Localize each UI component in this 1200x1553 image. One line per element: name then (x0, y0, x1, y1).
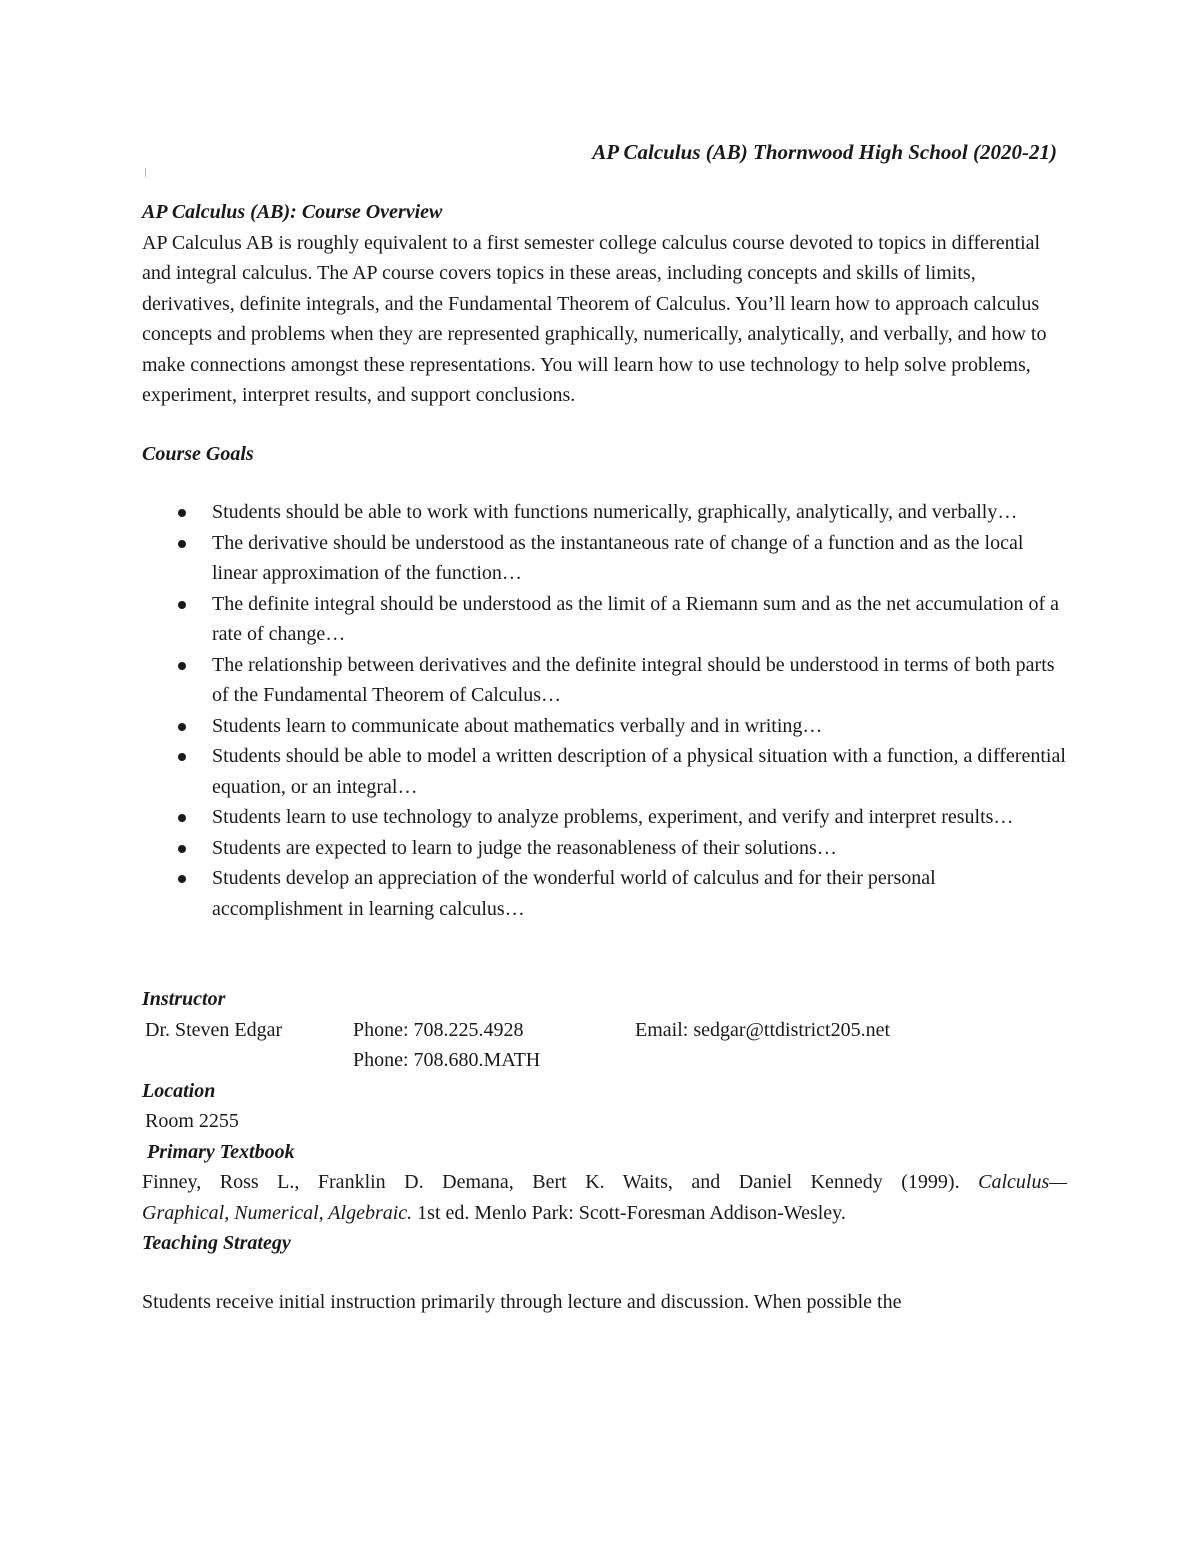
goal-text: Students should be able to work with functions numerically, graphically, analytically, and verbally… (212, 501, 1018, 523)
goal-text: Students learn to use technology to analyze problems, experiment, and verify and interpret results… (212, 806, 1014, 828)
textbook-line-2 (142, 1198, 1067, 1229)
list-item (142, 528, 1067, 589)
list-item (142, 711, 1067, 742)
bullet-icon (178, 509, 186, 517)
list-item (142, 863, 1067, 924)
document-body (142, 197, 1067, 1317)
list-item (142, 802, 1067, 833)
list-item (142, 497, 1067, 528)
textbook-line-1 (142, 1167, 1067, 1198)
running-header: AP Calculus (AB) Thornwood High School (2020-21) (592, 140, 1057, 164)
goals-heading: Course Goals (142, 442, 254, 465)
goals-list (142, 497, 1067, 924)
bullet-icon (178, 723, 186, 731)
overview-heading: AP Calculus (AB): Course Overview (142, 201, 443, 223)
goal-text: Students develop an appreciation of the wonderful world of calculus and for their personal accomplishment in learning calculus… (212, 867, 936, 920)
bullet-icon (178, 753, 186, 761)
bullet-icon (178, 875, 186, 883)
goal-text: The derivative should be understood as the instantaneous rate of change of a function and as the local linear approximation of the function… (212, 531, 1024, 584)
bullet-icon (178, 662, 186, 670)
instructor-phone-1: Phone: 708.225.4928 (353, 1018, 524, 1041)
textbook-heading: Primary Textbook (147, 1140, 295, 1163)
location-room: Room 2255 (145, 1110, 239, 1132)
instructor-name: Dr. Steven Edgar (145, 1018, 283, 1041)
location-heading: Location (142, 1079, 216, 1102)
goal-text: The relationship between derivatives and the definite integral should be understood in terms of both parts of the Fundamental Theorem of Calculus… (212, 653, 1055, 706)
goal-text: Students are expected to learn to judge the reasonableness of their solutions… (212, 836, 837, 859)
instructor-phone-2: Phone: 708.680.MATH (353, 1049, 541, 1071)
instructor-email: Email: sedgar@ttdistrict205.net (635, 1018, 891, 1041)
teaching-paragraph: Students receive initial instruction primarily through lecture and discussion. When possible the (142, 1290, 902, 1313)
margin-tick-mark (145, 168, 146, 177)
bullet-icon (178, 845, 186, 853)
textbook-publication: 1st ed. Menlo Park: Scott-Foresman Addison-Wesley. (412, 1201, 846, 1224)
list-item (142, 589, 1067, 650)
instructor-heading: Instructor (142, 988, 226, 1010)
bullet-icon (178, 814, 186, 822)
bullet-icon (178, 540, 186, 548)
list-item (142, 741, 1067, 802)
textbook-authors: Finney, Ross L., Franklin D. Demana, Bert K. Waits, and Daniel Kennedy (1999). (142, 1171, 960, 1193)
overview-paragraph: AP Calculus AB is roughly equivalent to a first semester college calculus course devoted to topics in differential and integral calculus. The AP course covers topics in these areas, including concepts and skills of limits, derivatives, definite integrals, and the Fundamental Theorem of Calculus. You’ll learn how to approach calculus concepts and problems when they are represented graphically, numerically, analytically, and verbally, and how to make connections amongst these representations. You will learn how to use technology to help solve problems, experiment, interpret results, and support conclusions. (142, 231, 1047, 406)
goal-text: Students should be able to model a written description of a physical situation with a function, a differential equation, or an integral… (212, 745, 1066, 798)
list-item (142, 833, 1067, 864)
goal-text: The definite integral should be understood as the limit of a Riemann sum and as the net accumulation of a rate of change… (212, 592, 1059, 645)
textbook-citation (142, 1167, 1067, 1228)
instructor-info (145, 1015, 1067, 1076)
textbook-title-part-1: Calculus— (978, 1171, 1068, 1193)
textbook-title-part-2: Graphical, Numerical, Algebraic. (142, 1201, 413, 1224)
teaching-heading: Teaching Strategy (142, 1232, 291, 1254)
goal-text: Students learn to communicate about mathematics verbally and in writing… (212, 714, 823, 737)
bullet-icon (178, 601, 186, 609)
list-item (142, 650, 1067, 711)
